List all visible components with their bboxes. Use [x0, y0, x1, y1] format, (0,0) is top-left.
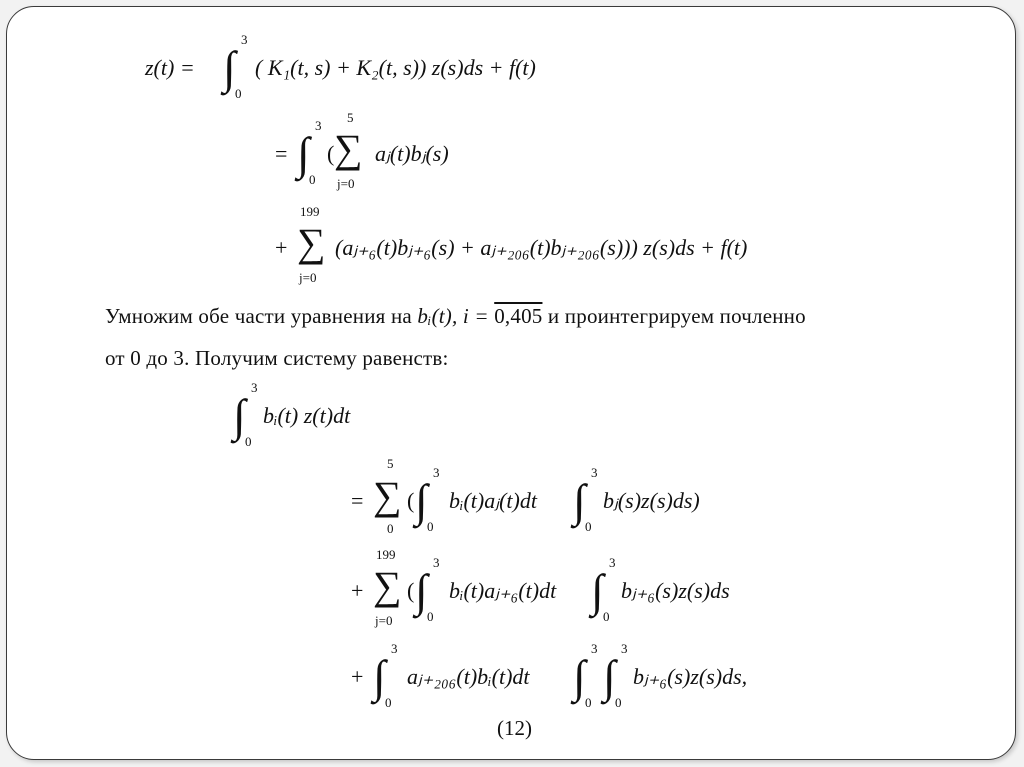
- integral-upper-limit: 3: [433, 555, 440, 570]
- integral-upper-limit: 3: [315, 118, 322, 133]
- eq7-end: bⱼ₊₆(s)z(s)ds,: [633, 664, 748, 689]
- integral-sign: ∫: [233, 390, 246, 441]
- eq2-body: aⱼ(t)bⱼ(s): [375, 141, 449, 166]
- integral-sign: ∫: [297, 128, 310, 179]
- eq7-plus: +: [351, 664, 364, 689]
- sum-lower-limit: j=0: [299, 270, 317, 285]
- integral-lower-limit: 0: [427, 609, 434, 624]
- integral-upper-limit: 3: [433, 465, 440, 480]
- paragraph-line-2: от 0 до 3. Получим систему равенств:: [105, 346, 449, 370]
- eq4-body: bᵢ(t) z(t)dt: [263, 403, 351, 428]
- eq2-equals: =: [275, 141, 288, 166]
- eq6-end: bⱼ₊₆(s)z(s)ds: [621, 578, 730, 603]
- integral-sign: ∫: [223, 42, 236, 93]
- eq3-body: (aⱼ₊₆(t)bⱼ₊₆(s) + aⱼ₊₂₀₆(t)bⱼ₊₂₀₆(s))) z(s)ds + f(t): [335, 235, 748, 260]
- integral-sign: ∫: [603, 651, 616, 702]
- sum-lower-limit: j=0: [375, 613, 393, 628]
- integral-lower-limit: 0: [309, 172, 316, 187]
- sum-sign: ∑: [297, 220, 326, 265]
- integral-upper-limit: 3: [241, 32, 248, 47]
- integral-lower-limit: 0: [385, 695, 392, 710]
- slide-card: [6, 6, 1016, 760]
- eq3-plus: +: [275, 235, 288, 260]
- integral-sign: ∫: [373, 651, 386, 702]
- sum-lower-limit: 0: [387, 521, 394, 536]
- eq7-mid: aⱼ₊₂₀₆(t)bᵢ(t)dt: [407, 664, 530, 689]
- eq5-end: bⱼ(s)z(s)ds): [603, 488, 700, 513]
- sum-upper-limit: 5: [387, 456, 394, 471]
- eq6-paren: (: [407, 578, 415, 603]
- integral-upper-limit: 3: [621, 641, 628, 656]
- eq2-paren: (: [327, 141, 335, 166]
- eq6-mid: bᵢ(t)aⱼ₊₆(t)dt: [449, 578, 557, 603]
- integral-lower-limit: 0: [245, 434, 252, 449]
- line1-range: 0,405: [494, 304, 543, 328]
- sum-sign: ∑: [373, 473, 402, 518]
- integral-sign: ∫: [573, 475, 586, 526]
- line1-text-c: и проинтегрируем почленно: [542, 304, 806, 328]
- integral-lower-limit: 0: [615, 695, 622, 710]
- sum-upper-limit: 199: [300, 204, 320, 219]
- sum-upper-limit: 5: [347, 110, 354, 125]
- integral-sign: ∫: [415, 565, 428, 616]
- equation-number: (12): [497, 716, 532, 740]
- integral-sign: ∫: [591, 565, 604, 616]
- sum-lower-limit: j=0: [337, 176, 355, 191]
- integral-upper-limit: 3: [591, 465, 598, 480]
- sum-sign: ∑: [373, 563, 402, 608]
- eq5-equals: =: [351, 488, 364, 513]
- integral-lower-limit: 0: [235, 86, 242, 101]
- integral-upper-limit: 3: [591, 641, 598, 656]
- integral-upper-limit: 3: [609, 555, 616, 570]
- integral-sign: ∫: [573, 651, 586, 702]
- paragraph-line-1: [105, 306, 806, 327]
- line1-math: bᵢ(t), i =: [417, 304, 495, 328]
- sum-upper-limit: 199: [376, 547, 396, 562]
- integral-lower-limit: 0: [427, 519, 434, 534]
- integral-sign: ∫: [415, 475, 428, 526]
- integral-lower-limit: 0: [585, 695, 592, 710]
- eq5-mid: bᵢ(t)aⱼ(t)dt: [449, 488, 537, 513]
- eq1-lhs: z(t) =: [145, 55, 195, 80]
- sum-sign: ∑: [334, 126, 363, 171]
- integral-lower-limit: 0: [603, 609, 610, 624]
- eq6-plus: +: [351, 578, 364, 603]
- line1-text-a: Умножим обе части уравнения на: [105, 304, 418, 328]
- eq5-paren: (: [407, 488, 415, 513]
- integral-upper-limit: 3: [391, 641, 398, 656]
- integral-lower-limit: 0: [585, 519, 592, 534]
- eq1-rhs: ( K₁(t, s) + K₂(t, s)) z(s)ds + f(t): [255, 55, 536, 80]
- integral-upper-limit: 3: [251, 380, 258, 395]
